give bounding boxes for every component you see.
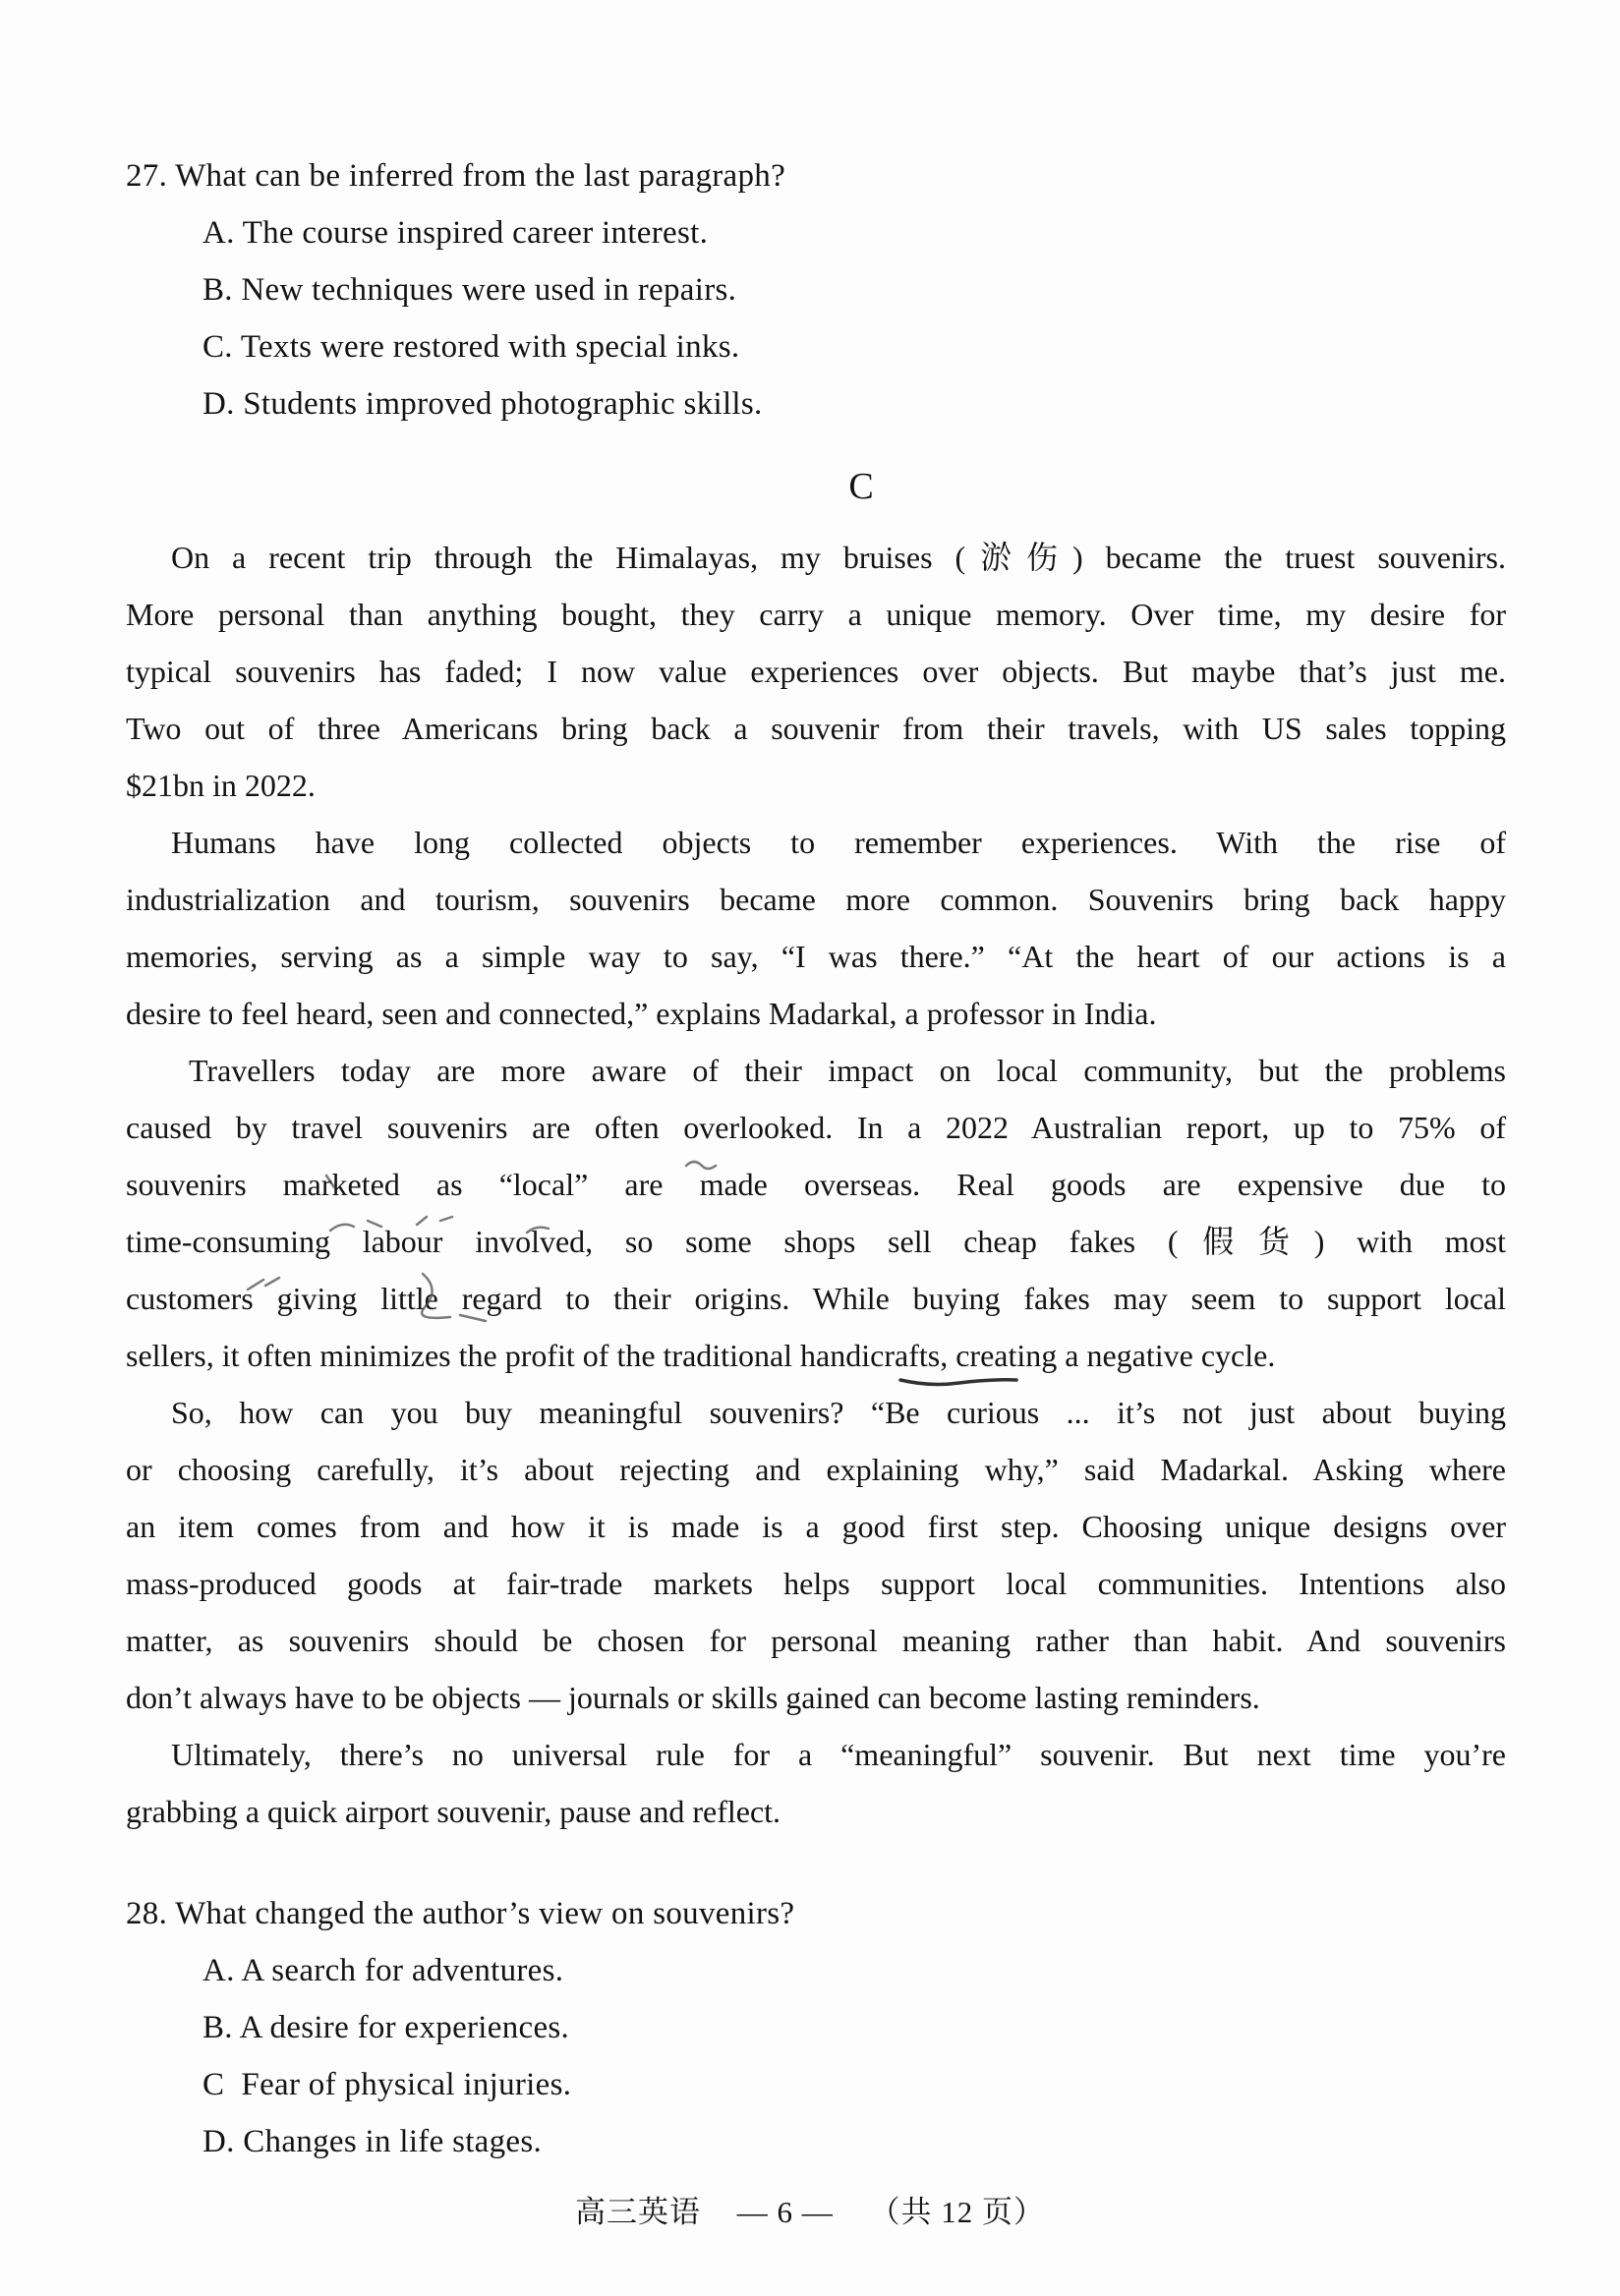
question-28-option-a: A. A search for adventures. [202, 1953, 564, 1988]
passage-line: grabbing a quick airport souvenir, pause and reflect. [126, 1794, 781, 1829]
question-27-option-d: D. Students improved photographic skills. [202, 386, 763, 422]
paragraph-4 [126, 1384, 1506, 1726]
passage-line: $21bn in 2022. [126, 768, 316, 803]
passage-line: desire to feel heard, seen and connected,” explains Madarkal, a professor in India. [126, 996, 1157, 1031]
paragraph-2 [126, 814, 1506, 1042]
passage-line: Humans have long collected objects to remember experiences. With the rise of [171, 825, 1506, 860]
footer-page-number: — 6 — [736, 2195, 834, 2229]
paragraph-3 [126, 1042, 1506, 1384]
passage-line: time-consuming labour involved, so some shops sell cheap fakes (假货) with most [126, 1224, 1506, 1259]
passage-line: an item comes from and how it is made is a good first step. Choosing unique designs over [126, 1509, 1506, 1544]
passage-line: industrialization and tourism, souvenirs became more common. Souvenirs bring back happy [126, 882, 1506, 917]
passage-line: customers giving little regard to their origins. While buying fakes may seem to support local [126, 1281, 1506, 1316]
page-content [126, 147, 1506, 2170]
question-28-option-d: D. Changes in life stages. [202, 2124, 543, 2159]
passage-line: or choosing carefully, it’s about rejecting and explaining why,” said Madarkal. Asking where [126, 1452, 1506, 1487]
question-28-option-c: C Fear of physical injuries. [202, 2067, 572, 2102]
question-27-option-b: B. New techniques were used in repairs. [202, 272, 737, 308]
paragraph-1 [126, 529, 1506, 814]
section-heading: C [848, 466, 874, 507]
passage-line: caused by travel souvenirs are often overlooked. In a 2022 Australian report, up to 75% of [126, 1110, 1506, 1145]
passage-line: So, how can you buy meaningful souvenirs? “Be curious ... it’s not just about buying [171, 1395, 1506, 1430]
passage-line: More personal than anything bought, they carry a unique memory. Over time, my desire for [126, 597, 1506, 632]
question-27-option-c: C. Texts were restored with special inks. [202, 329, 740, 365]
question-27-option-a: A. The course inspired career interest. [202, 215, 709, 251]
passage-line: On a recent trip through the Himalayas, my bruises (淤伤) became the truest souvenirs. [171, 540, 1506, 575]
passage-line: typical souvenirs has faded; I now value experiences over objects. But maybe that’s just me. [126, 654, 1506, 689]
passage-line: Ultimately, there’s no universal rule for a “meaningful” souvenir. But next time you’re [171, 1737, 1506, 1772]
paragraph-5 [126, 1726, 1506, 1840]
question-27-text: 27. What can be inferred from the last paragraph? [126, 158, 786, 194]
question-28-option-b: B. A desire for experiences. [202, 2010, 570, 2045]
footer-total-pages: （共 12 页） [869, 2195, 1045, 2229]
question-27 [126, 147, 1506, 432]
passage-line: mass-produced goods at fair-trade markets helps support local communities. Intentions also [126, 1566, 1506, 1601]
passage-line: matter, as souvenirs should be chosen for personal meaning rather than habit. And souvenirs [126, 1623, 1506, 1658]
passage-line: memories, serving as a simple way to say, “I was there.” “At the heart of our actions is a [126, 939, 1506, 974]
passage-line: Travellers today are more aware of their impact on local community, but the problems [189, 1053, 1506, 1088]
footer-course-label: 高三英语 [575, 2195, 701, 2229]
passage-line: sellers, it often minimizes the profit of the traditional handicrafts, creating a negative cycle. [126, 1338, 1276, 1373]
passage-line: Two out of three Americans bring back a souvenir from their travels, with US sales topping [126, 711, 1506, 746]
question-28-text: 28. What changed the author’s view on souvenirs? [126, 1896, 795, 1931]
passage-line: don’t always have to be objects — journals or skills gained can become lasting reminders. [126, 1680, 1260, 1715]
passage-line: souvenirs marketed as “local” are made overseas. Real goods are expensive due to [126, 1167, 1506, 1202]
question-28 [126, 1885, 1506, 2170]
page-footer [0, 2184, 1620, 2241]
